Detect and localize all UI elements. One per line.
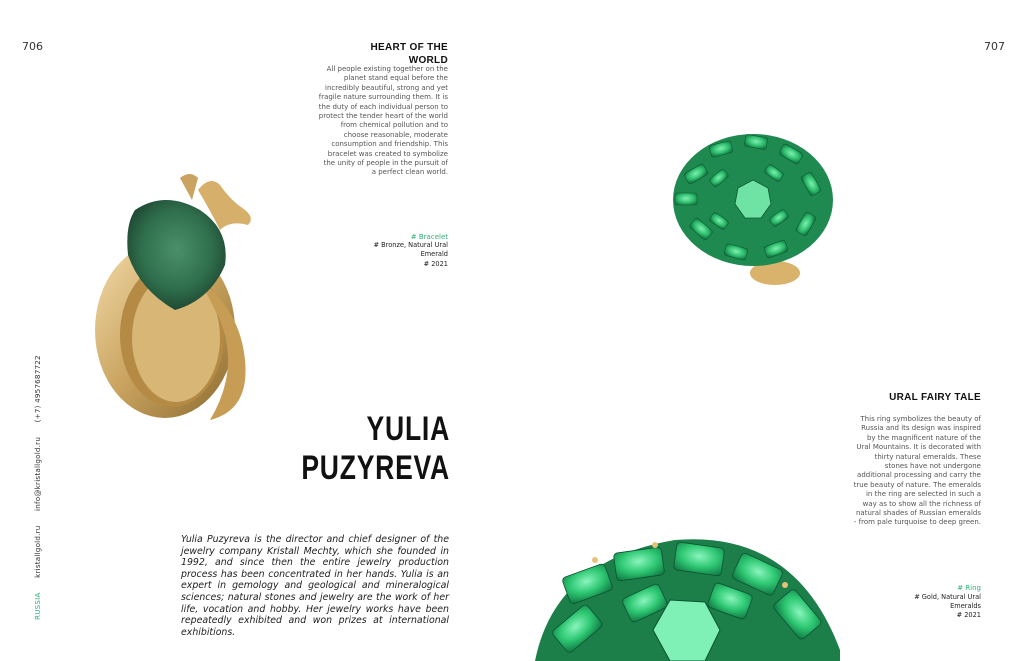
bracelet-material: # Bronze, Natural Ural Emerald — [373, 241, 448, 259]
designer-name — [240, 410, 450, 500]
contact-email[interactable]: info@kristallgold.ru — [33, 436, 42, 511]
bracelet-category: # Bracelet — [410, 233, 448, 241]
ring-description: This ring symbolizes the beauty of Russia and its design was inspired by the magnificent nature of the Ural Mountains. It is decorated with thirty natural emeralds. These stones have not undergone additional processing and carry the true beauty of nature. The emeralds in the ring are selected in such a way as to show all the richness of natural shades of Russian emeralds - from pale turquoise to deep green. — [853, 415, 981, 527]
page-number-left: 706 — [22, 40, 43, 53]
bracelet-year: # 2021 — [423, 260, 448, 268]
designer-bio: Yulia Puzyreva is the director and chief designer of the jewelry company Kristall Mechty, which she founded in 1992, and since then the entire jewelry production process has been concentrated in her hands. Yulia is an expert in gemology and geological and mineralogical sciences; natural stones and jewelry are the work of her life, vocation and hobby. Her jewelry works have been repeatedly exhibited and won prizes at international exhibitions. — [181, 534, 449, 638]
ring-material: # Gold, Natural Ural Emeralds — [914, 593, 981, 611]
ring-image — [665, 128, 845, 293]
ring-title: URAL FAIRY TALE — [889, 392, 981, 403]
contact-strip — [33, 343, 42, 620]
designer-first-name: YULIA — [366, 410, 450, 448]
ring-year: # 2021 — [956, 611, 981, 619]
page-number-right: 707 — [984, 40, 1005, 53]
bracelet-title: HEART OF THE WORLD — [370, 42, 448, 66]
bracelet-image — [80, 170, 280, 430]
ring-closeup-image — [535, 530, 840, 661]
contact-phone[interactable]: (+7) 4957687722 — [33, 355, 42, 423]
contact-website[interactable]: kristallgold.ru — [33, 525, 42, 578]
designer-last-name: PUZYREVA — [301, 449, 450, 487]
ring-category: # Ring — [957, 584, 981, 592]
contact-country: RUSSIA — [33, 592, 42, 620]
bracelet-description: All people existing together on the planet stand equal before the incredibly beautiful, strong and yet fragile nature surrounding them. It is the duty of each individual person to protect the tender heart of the world from chemical pollution and to choose reasonable, moderate consumption and friendship. This bracelet was created to symbolize the unity of people in the pursuit of a perfect clean world. — [318, 65, 448, 177]
